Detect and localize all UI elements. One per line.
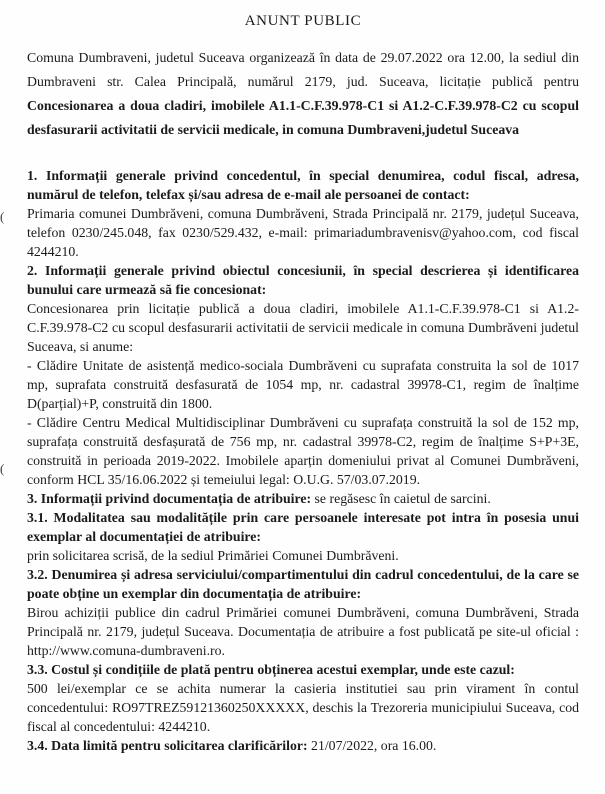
section-3-4-inline-body: 21/07/2022, ora 16.00. <box>307 738 437 753</box>
section-3-2-heading: 3.2. Denumirea și adresa serviciului/compartimentului din cadrul concedentului, de la care se poate obține un exemplar din documentația de atribuire: <box>27 567 579 601</box>
sections-block <box>27 166 579 755</box>
scan-artifact-parenthesis-bottom: ( <box>0 461 5 476</box>
section-3-4-heading: 3.4. Data limită pentru solicitarea clarificărilor: <box>27 738 308 753</box>
section-1-body: Primaria comunei Dumbrăveni, comuna Dumbrăveni, Strada Principală nr. 2179, județul Suceava, telefon 0230/245.048, fax 0230/529.432, e-mail: primariadumbravenisv@yahoo.com, cod fiscal 4244210. <box>27 206 579 259</box>
intro-bold-text: Concesionarea a doua cladiri, imobilele A1.1-C.F.39.978-C1 si A1.2-C.F.39.978-C2 cu scopul desfasurarii activitatii de servicii medicale, in comuna Dumbraveni,judetul Suceava <box>27 98 579 137</box>
section-2-list-item-building-2: - Clădire Centru Medical Multidisciplinar Dumbrăveni cu suprafața construită la sol de 152 mp, suprafața construită desfașurată de 756 mp, nr. cadastral 39978-C2, regim de înalțime S+P+3E, construită in perioada 2019-2022. Imobilele aparțin domeniului privat al Comunei Dumbrăveni, conform HCL 35/16.06.2022 și temeiului legal: O.U.G. 57/03.07.2019. <box>27 415 579 487</box>
section-2-body: Concesionarea prin licitație publică a doua cladiri, imobilele A1.1-C.F.39.978-C1 si A1.2-C.F.39.978-C2 cu scopul desfasurarii activitatii de servicii medicale in comuna Dumbrăveni judetul Suceava, si anume: <box>27 301 579 354</box>
section-3-1-heading: 3.1. Modalitatea sau modalitățile prin care persoanele interesate pot intra în posesia unui exemplar al documentației de atribuire: <box>27 510 579 544</box>
intro-paragraph <box>27 46 579 142</box>
section-3-heading: 3. Informații privind documentația de atribuire: <box>27 491 312 506</box>
section-3-3-body: 500 lei/exemplar ce se achita numerar la casieria institutiei sau prin virament în contul concedentului: RO97TREZ59121360250XXXXX, deschis la Trezoreria municipiului Suceava, cod fiscal al concedentului: 4244210. <box>27 681 579 734</box>
section-3-1-body: prin solicitarea scrisă, de la sediul Primăriei Comunei Dumbrăveni. <box>27 548 399 563</box>
section-3-3-heading: 3.3. Costul și condițiile de plată pentru obținerea acestui exemplar, unde este cazul: <box>27 662 515 677</box>
section-3-line <box>27 489 579 508</box>
section-3-inline-body: se regăsesc în caietul de sarcini. <box>311 491 491 506</box>
document-title: ANUNT PUBLIC <box>244 13 362 29</box>
section-2-list-item-building-1: - Clădire Unitate de asistență medico-sociala Dumbrăveni cu suprafata construita la sol de 1017 mp, suprafata construită desfasurată de 1054 mp, nr. cadastral 39978-C1, regim de înalțime D(parțial)+P, construită din 1800. <box>27 358 579 411</box>
scan-artifact-parenthesis-top: ( <box>0 209 5 224</box>
intro-text: Comuna Dumbraveni, judetul Suceava organizează în data de 29.07.2022 ora 12.00, la sediul din Dumbraveni str. Calea Principală, numărul 2179, jud. Suceava, licitație publică pentru <box>27 50 579 89</box>
section-3-2-body: Birou achiziții publice din cadrul Primăriei comunei Dumbrăveni, comuna Dumbrăveni, Strada Principală nr. 2179, județul Suceava. Documentația de atribuire a fost publicată pe site-ul oficial : http://www.comuna-dumbraveni.ro. <box>27 605 579 658</box>
section-1-heading: 1. Informații generale privind concedentul, în special denumirea, codul fiscal, adresa, numărul de telefon, telefax și/sau adresa de e-mail ale persoanei de contact: <box>27 168 579 202</box>
document-content <box>27 0 579 755</box>
section-2-heading: 2. Informații generale privind obiectul concesiunii, în special descrierea și identificarea bunului care urmează să fie concesionat: <box>27 263 579 297</box>
section-3-4-line <box>27 736 579 755</box>
